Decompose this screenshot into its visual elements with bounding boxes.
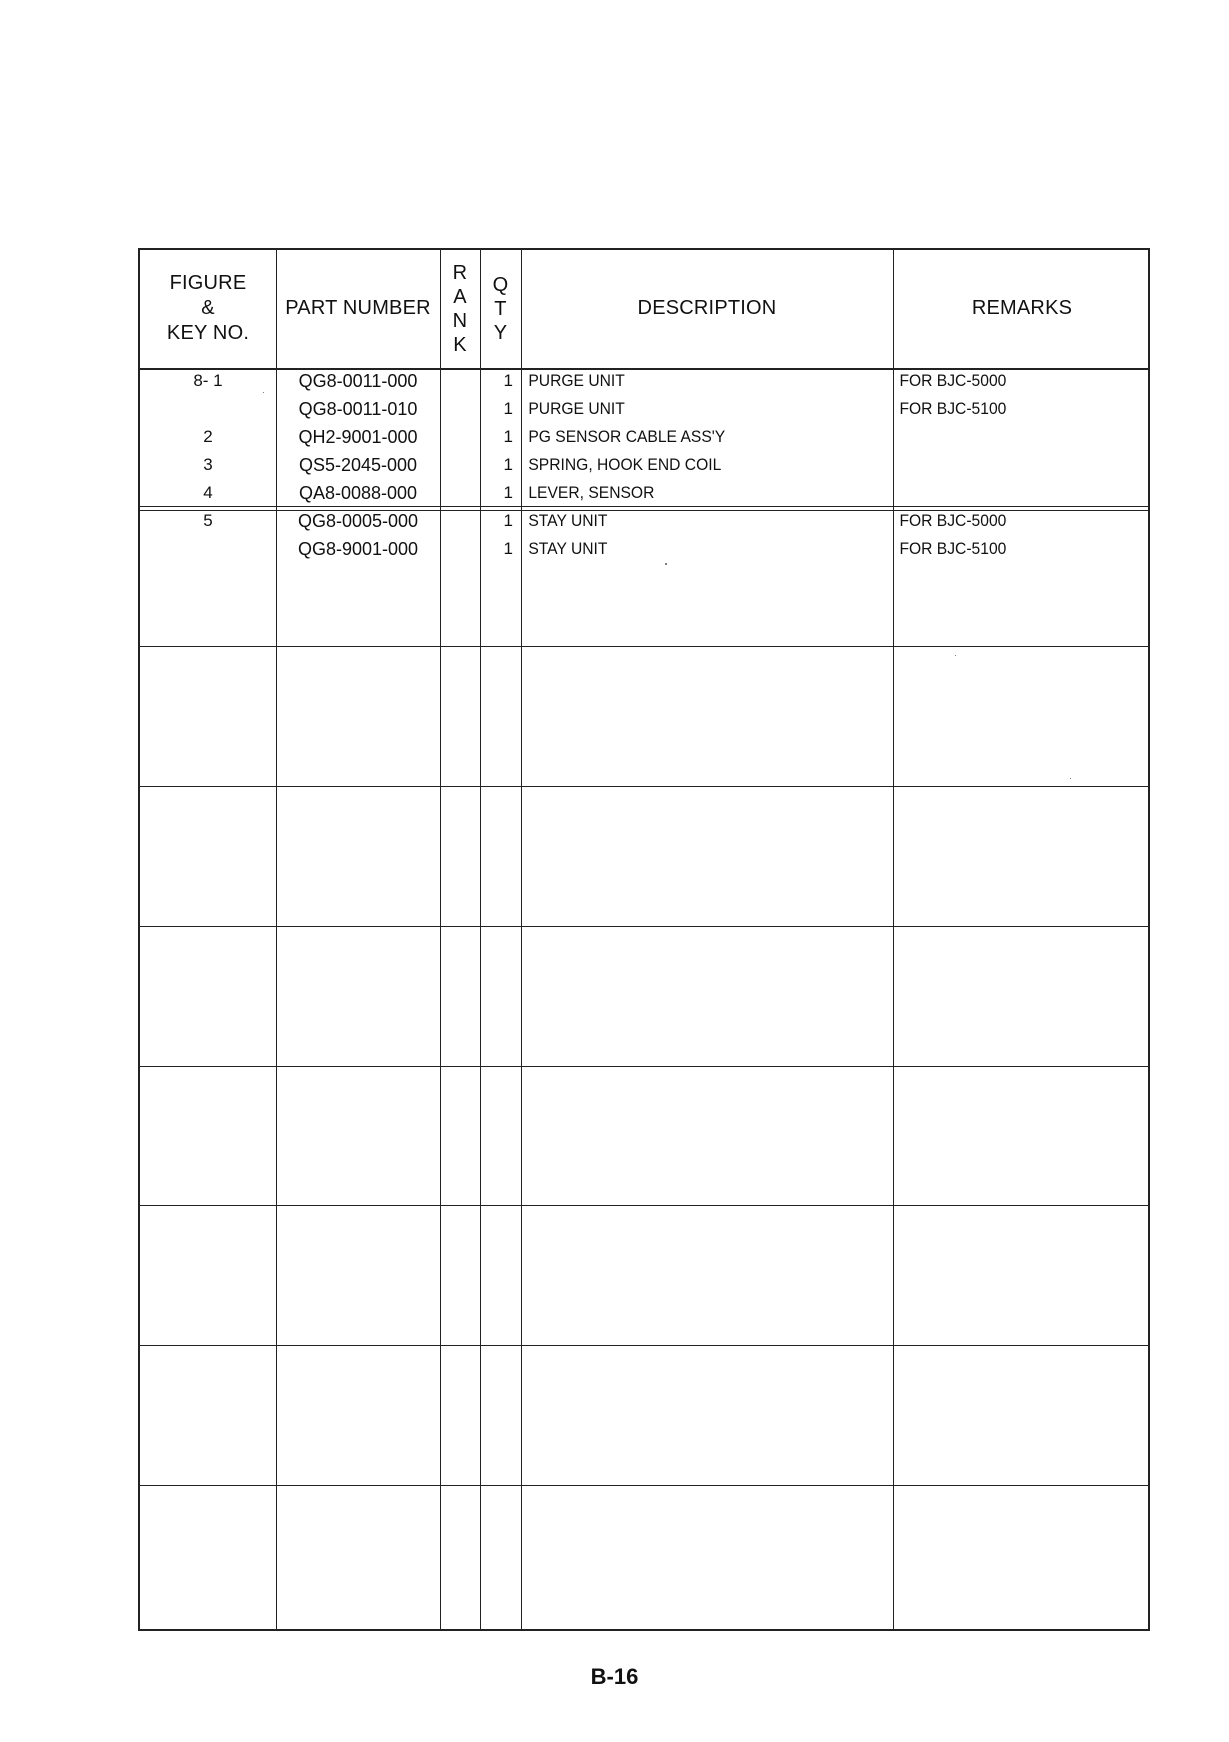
part-number-cell: QG8-0005-000 xyxy=(297,511,419,531)
header-qty-letter: T xyxy=(494,297,507,320)
remarks-cell: FOR BJC-5000 xyxy=(899,371,1007,390)
scan-speck xyxy=(665,563,667,565)
table-row xyxy=(140,510,1148,538)
row-group-rule xyxy=(140,1205,1148,1206)
header-figure-key-line: FIGURE xyxy=(169,272,247,294)
header-remarks xyxy=(893,250,1151,367)
page-number: B-16 xyxy=(590,1664,639,1689)
description-cell: PG SENSOR CABLE ASS'Y xyxy=(528,427,726,446)
table-row xyxy=(140,426,1148,454)
row-group-rule xyxy=(140,646,1148,647)
description-cell: SPRING, HOOK END COIL xyxy=(528,455,722,474)
header-rank-letter: N xyxy=(452,309,468,332)
header-rank xyxy=(440,250,480,367)
part-number-cell: QH2-9001-000 xyxy=(298,427,418,447)
scan-speck xyxy=(955,655,956,656)
header-description-label: DESCRIPTION xyxy=(637,297,777,319)
header-description xyxy=(521,250,893,367)
description-cell: PURGE UNIT xyxy=(528,371,625,390)
remarks-cell: FOR BJC-5000 xyxy=(899,511,1007,530)
remarks-cell xyxy=(893,426,1130,454)
table-row xyxy=(140,398,1148,426)
header-rank-letter: K xyxy=(453,333,467,356)
row-group-rule xyxy=(140,1345,1148,1346)
row-group-rule xyxy=(140,1066,1148,1067)
figure-key-cell xyxy=(140,538,276,566)
table-row xyxy=(140,482,1148,510)
qty-cell: 1 xyxy=(503,483,513,502)
remarks-cell xyxy=(893,482,1130,510)
remarks-cell: FOR BJC-5100 xyxy=(899,399,1007,418)
figure-key-cell: 2 xyxy=(203,427,213,446)
table-row xyxy=(140,370,1148,398)
qty-cell: 1 xyxy=(503,371,513,390)
figure-key-cell: 5 xyxy=(203,511,213,530)
table-row xyxy=(140,538,1148,566)
header-rank-letter: R xyxy=(452,261,468,284)
header-qty-letter: Y xyxy=(493,321,508,344)
header-qty xyxy=(480,250,521,367)
header-qty-letter: Q xyxy=(492,273,509,296)
description-cell: STAY UNIT xyxy=(528,539,608,558)
remarks-cell: FOR BJC-5100 xyxy=(899,539,1007,558)
qty-cell: 1 xyxy=(503,399,513,418)
scan-speck xyxy=(263,392,264,393)
header-part-number xyxy=(276,250,440,367)
header-figure-key-line: KEY NO. xyxy=(166,322,250,344)
header-rank-letter: A xyxy=(453,285,467,308)
header-remarks-label: REMARKS xyxy=(971,297,1073,319)
qty-cell: 1 xyxy=(503,511,513,530)
figure-key-cell xyxy=(140,398,276,426)
remarks-cell xyxy=(893,454,1130,482)
qty-cell: 1 xyxy=(503,539,513,558)
qty-cell: 1 xyxy=(503,455,513,474)
row-group-rule xyxy=(140,926,1148,927)
description-cell: LEVER, SENSOR xyxy=(528,483,655,502)
part-number-cell: QA8-0088-000 xyxy=(298,483,418,503)
scan-speck xyxy=(1070,778,1071,779)
part-number-cell: QS5-2045-000 xyxy=(298,455,418,475)
description-cell: STAY UNIT xyxy=(528,511,608,530)
header-part-number-label: PART NUMBER xyxy=(285,297,431,319)
row-group-rule xyxy=(140,1485,1148,1486)
header-figure-key-line: & xyxy=(201,297,215,319)
qty-cell: 1 xyxy=(503,427,513,446)
header-figure-key xyxy=(140,250,276,367)
part-number-cell: QG8-9001-000 xyxy=(297,539,419,559)
figure-key-cell: 3 xyxy=(203,455,213,474)
parts-list-table xyxy=(138,248,1150,1631)
figure-key-cell: 8- 1 xyxy=(193,371,223,390)
table-row xyxy=(140,454,1148,482)
figure-key-cell: 4 xyxy=(203,483,213,502)
part-number-cell: QG8-0011-010 xyxy=(298,399,418,419)
row-group-rule xyxy=(140,786,1148,787)
part-number-cell: QG8-0011-000 xyxy=(298,371,418,391)
description-cell: PURGE UNIT xyxy=(528,399,625,418)
